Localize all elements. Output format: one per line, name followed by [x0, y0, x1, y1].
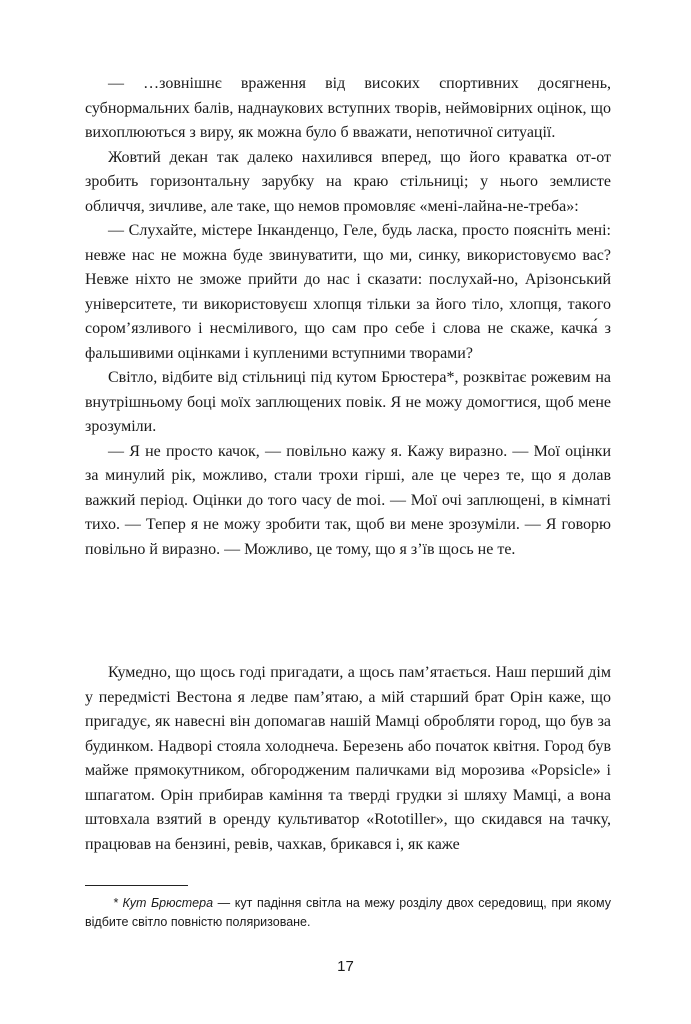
- text-block-2: [85, 661, 611, 857]
- page-number: 17: [337, 958, 354, 975]
- footnote-divider: [85, 885, 188, 886]
- paragraph: Кумедно, що щось годі пригадати, а щось пам’ятається. Наш перший дім у передмісті Вестона я ледве пам’ятаю, а мій старший брат Орін каже, що пригадує, як навесні він допомагав нашій Мамці обробляти город, що був за будинком. Надворі стояла холоднеча. Березень або початок квітня. Город був майже прямокутником, обгородженим паличками від морозива «Popsicle» і шпагатом. Орін прибирав каміння та тверді грудки зі шляху Мамці, а вона штовхала взятий в оренду культиватор «Rototiller», що скидався на тачку, працював на бензині, ревів, чахкав, брикався і, як каже: [85, 664, 611, 853]
- paragraph: — Слухайте, містере Інканденцо, Геле, будь ласка, просто поясніть мені: невже нас не можна буде звинуватити, що ми, синку, використовуємо вас? Невже ніхто не зможе прийти до нас і сказати: послухай-но, Арізонський університете, ти використовуєш хлопця тільки за його тіло, хлопця, такого сором’язливого і несміливого, що сам про себе і слова не скаже, качка́ з фальшивими оцінками і купленими вступними творами?: [85, 222, 611, 362]
- paragraph: Жовтий декан так далеко нахилився вперед, що його краватка от-от зробить горизонтальну зарубку на краю стільниці; у нього землисте обличчя, зичливе, але таке, що немов промовляє «мені-лайна-не-треба»:: [85, 148, 611, 215]
- paragraph: Світло, відбите від стільниці під кутом Брюстера*, розквітає рожевим на внутрішньому боці моїх заплющених повік. Я не можу домогтися, щоб мене зрозуміли.: [85, 369, 611, 435]
- paragraph: — …зовнішнє враження від високих спортивних досягнень, субнормальних балів, наднаукових вступних творів, неймовірних оцінок, що вихоплюються з виру, як можна було б вважати, непотичної ситуації.: [85, 75, 611, 141]
- text-block-1: [85, 72, 611, 562]
- footnote: [85, 894, 611, 932]
- footnote-text: — кут падіння світла на межу розділу двох середовищ, при якому відбите світло повністю поляризоване.: [85, 896, 611, 929]
- footnote-term: * Кут Брюстера: [113, 896, 214, 910]
- paragraph: — Я не просто качок, — повільно кажу я. Кажу виразно. — Мої оцінки за минулий рік, можливо, стали трохи гірші, але це через те, що я долав важкий період. Оцінки до того часу de moi. — Мої очі заплющені, в кімнаті тихо. — Тепер я не можу зробити так, щоб ви мене зрозуміли. — Я говорю повільно й виразно. — Можливо, це тому, що я з’їв щось не те.: [85, 442, 611, 558]
